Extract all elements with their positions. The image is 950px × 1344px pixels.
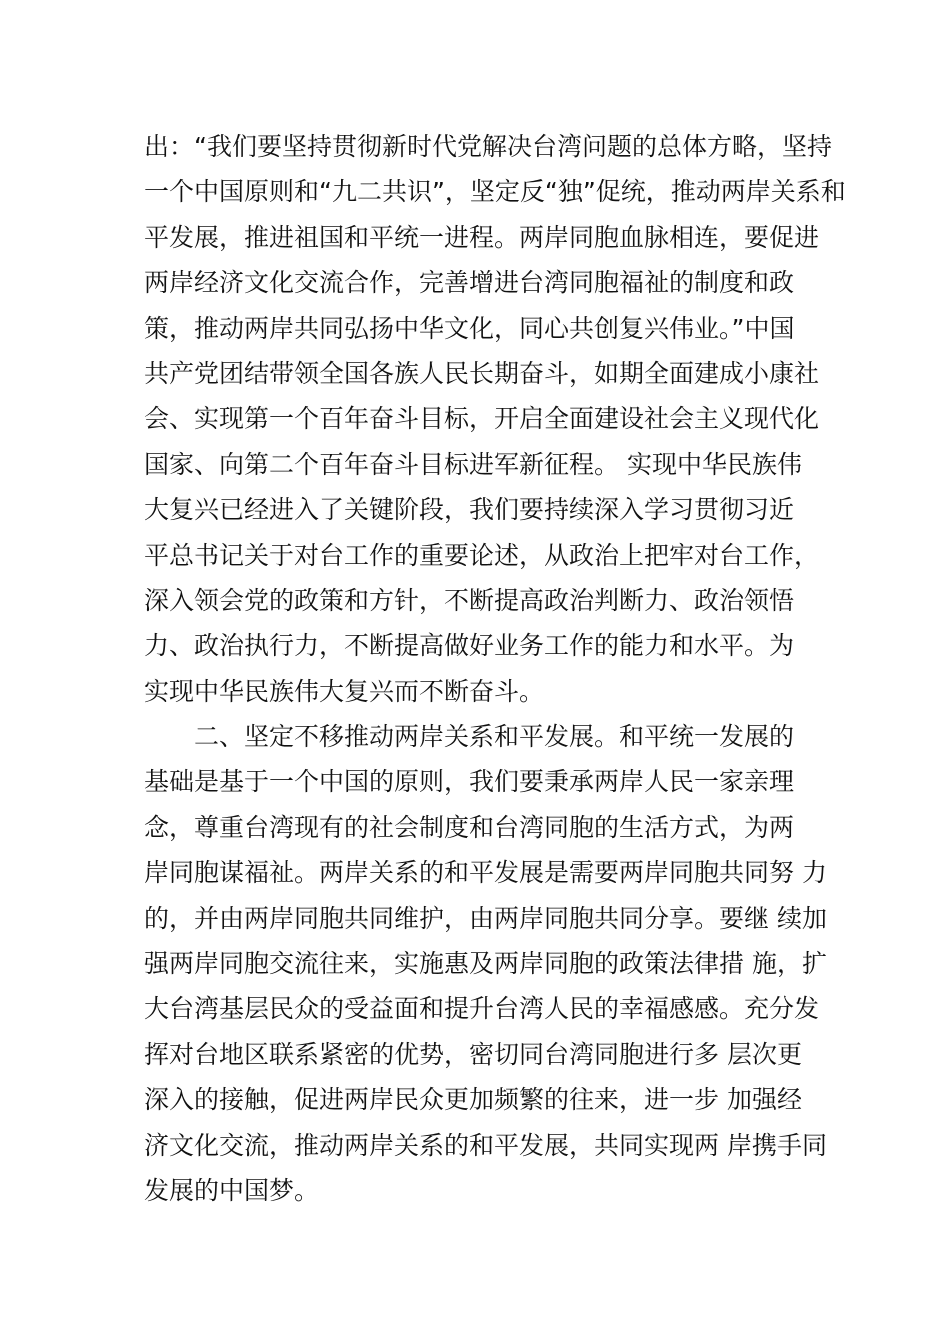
text-line: 策，推动两岸共同弘扬中华文化，同心共创复兴伟业。”中国 <box>144 313 795 343</box>
text-line: 基础是基于一个中国的原则，我们要秉承两岸人民一家亲理 <box>144 767 795 797</box>
text-line: 平总书记关于对台工作的重要论述，从政治上把牢对台工作， <box>144 540 820 570</box>
text-line: 发展的中国梦。 <box>144 1175 320 1205</box>
text-line: 大复兴已经进入了关键阶段，我们要持续深入学习贯彻习近 <box>144 495 795 525</box>
text-line: 会、实现第一个百年奋斗目标，开启全面建设社会主义现代化 <box>144 404 820 434</box>
body-text <box>144 124 844 1213</box>
text-line: 岸同胞谋福祉。两岸关系的和平发展是需要两岸同胞共同努 力 <box>144 858 827 888</box>
section-heading-line: 二、坚定不移推动两岸关系和平发展。和平统一发展的 <box>194 722 795 752</box>
text-line: 大台湾基层民众的受益面和提升台湾人民的幸福感感。充分发 <box>144 994 820 1024</box>
text-line: 挥对台地区联系紧密的优势，密切同台湾同胞进行多 层次更 <box>144 1039 802 1069</box>
text-line: 力、政治执行力，不断提高做好业务工作的能力和水平。为 <box>144 631 795 661</box>
text-line: 国家、向第二个百年奋斗目标进军新征程。 实现中华民族伟 <box>144 449 802 479</box>
text-line: 平发展，推进祖国和平统一进程。两岸同胞血脉相连，要促进 <box>144 222 820 252</box>
text-line: 深入领会党的政策和方针，不断提高政治判断力、政治领悟 <box>144 585 795 615</box>
text-line: 共产党团结带领全国各族人民长期奋斗，如期全面建成小康社 <box>144 358 820 388</box>
text-line: 济文化交流，推动两岸关系的和平发展，共同实现两 岸携手同 <box>144 1130 827 1160</box>
text-line: 念，尊重台湾现有的社会制度和台湾同胞的生活方式，为两 <box>144 812 795 842</box>
text-line: 深入的接触，促进两岸民众更加频繁的往来，进一步 加强经 <box>144 1085 802 1115</box>
text-line: 实现中华民族伟大复兴而不断奋斗。 <box>144 676 545 706</box>
text-line: 强两岸同胞交流往来，实施惠及两岸同胞的政策法律措 施，扩 <box>144 949 827 979</box>
text-line: 的，并由两岸同胞共同维护，由两岸同胞共同分享。要继 续加 <box>144 903 827 933</box>
text-line: 一个中国原则和“九二共识”，坚定反“独”促统，推动两岸关系和 <box>144 177 846 207</box>
text-line: 两岸经济文化交流合作，完善增进台湾同胞福祉的制度和政 <box>144 268 795 298</box>
text-line: 出：“我们要坚持贯彻新时代党解决台湾问题的总体方略，坚持 <box>144 132 832 161</box>
